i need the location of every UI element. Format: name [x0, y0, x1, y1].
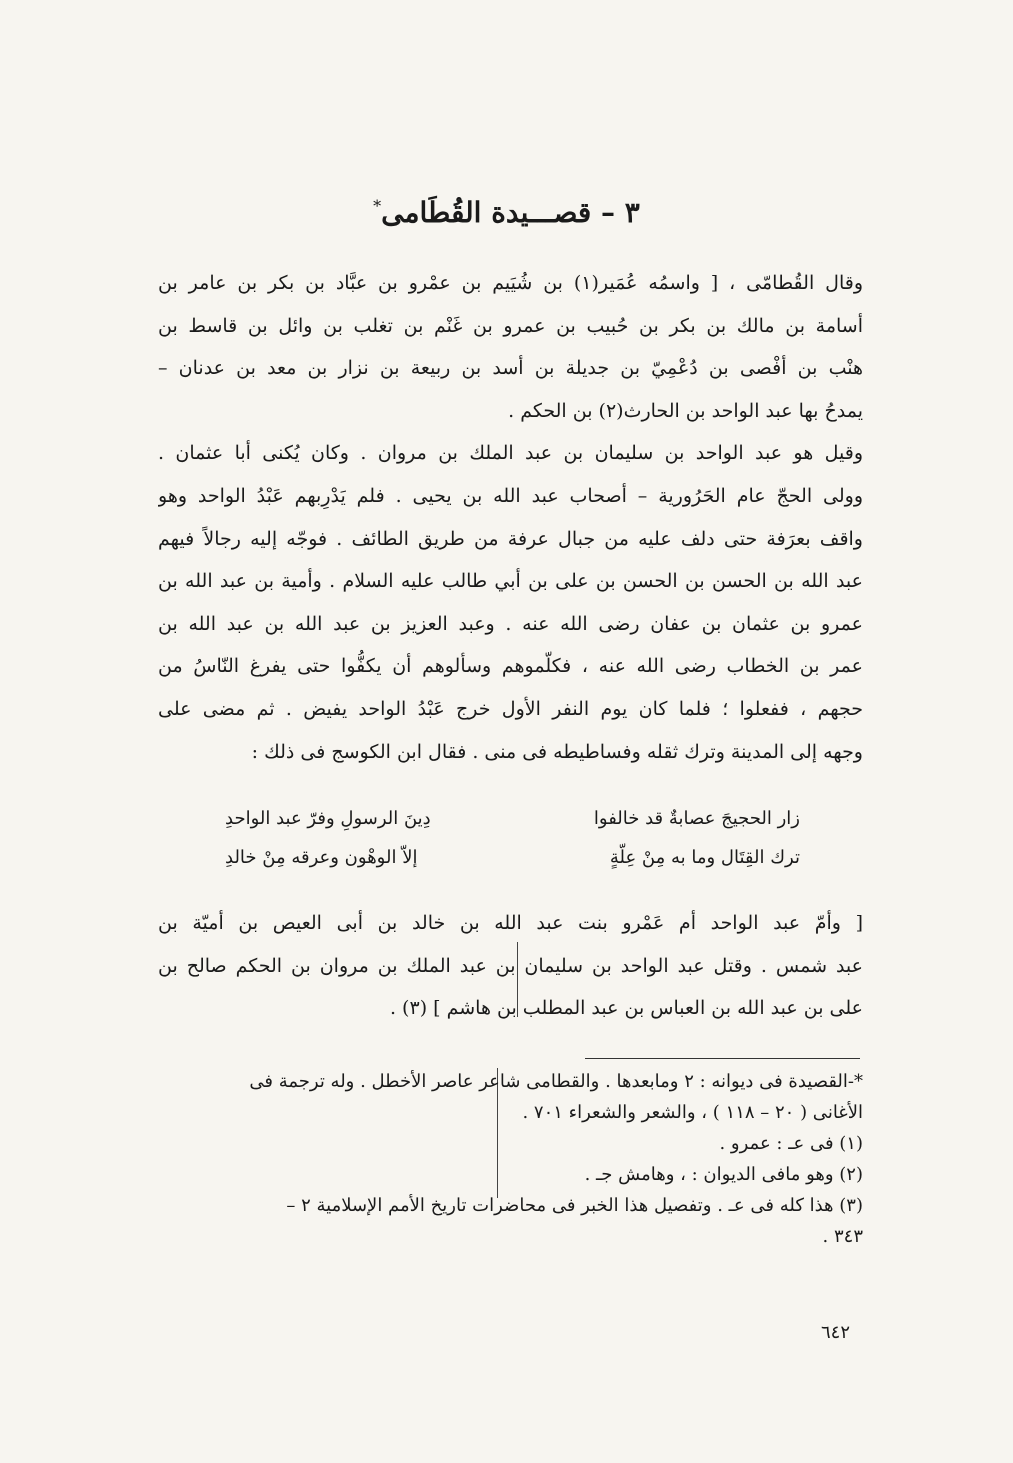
body-line: [ وأمّ عبد الواحد أم عَمْرو بنت عبد الله بن خالد بن أبى العيص بن أميّة بن: [158, 912, 863, 934]
body-line: وولى الحجّ عام الحَرُورية – أصحاب عبد الله بن يحيى . فلم يَدْرِبهم عَبْدُ الواحد وهو: [158, 484, 863, 507]
body-line: واقف بعرَفة حتى دلف عليه من جبال عرفة من طريق الطائف . فوجّه إليه رجالاً فيهم: [158, 527, 863, 550]
footnote-line: الأغانى ( ٢٠ – ١١٨ ) ، والشعر والشعراء ٧٠١ .: [522, 1102, 863, 1123]
title-text: ٣ – قصـــيدة القُطَامى: [381, 196, 640, 229]
body-line: عمرو بن عثمان بن عفان رضى الله عنه . وعبد العزيز بن عبد الله بن عبد الله بن: [158, 612, 863, 635]
page-title: [150, 196, 863, 229]
verse-line: [225, 847, 800, 868]
title-footnote-mark: *: [373, 196, 382, 216]
footnote-separator: [585, 1058, 860, 1059]
second-paragraph: [158, 902, 863, 1030]
body-line: وقال القُطامّى ، [ واسمُه عُمَير(١) بن شُيَيم بن عمْرو بن عبَّاد بن بكر بن عامر بن: [158, 272, 863, 294]
footnote-line: *-القصيدة فى ديوانه : ٢ ومابعدها . والقطامى شاعر عاصر الأخطل . وله ترجمة فى: [249, 1071, 863, 1092]
verse-hemistich-first: زار الحجيجَ عصابةٌ قد خالفوا: [593, 808, 800, 829]
body-line: أسامة بن مالك بن بكر بن حُبيب بن عمرو بن غَنْم بن تغلب بن وائل بن قاسط بن: [158, 314, 863, 337]
body-line: يمدحُ بها عبد الواحد بن الحارث(٢) بن الحكم .: [508, 399, 863, 422]
body-line: على بن عبد الله بن العباس بن عبد المطلب بن هاشم ] (٣) .: [389, 997, 863, 1020]
body-line: وجهه إلى المدينة وترك ثقله وفساطيطه فى منى . فقال ابن الكوسج فى ذلك :: [251, 740, 863, 763]
body-line: هنْب بن أفْصى بن دُعْمِيّ بن جديلة بن أسد بن ربيعة بن نزار بن معد بن عدنان –: [158, 357, 863, 380]
footnotes: [158, 1066, 863, 1252]
main-paragraphs: [158, 262, 863, 773]
body-line: عبد شمس . وقتل عبد الواحد بن سليمان بن عبد الملك بن مروان بن الحكم صالح بن: [158, 954, 863, 977]
footnote-line: ٣٤٣ .: [822, 1226, 863, 1247]
body-line: وقيل هو عبد الواحد بن سليمان بن عبد الملك بن مروان . وكان يُكنى أبا عثمان .: [158, 442, 863, 465]
footnote-line: (١) فى عـ : عمرو .: [719, 1133, 863, 1154]
body-line: عمر بن الخطاب رضى الله عنه ، فكلّموهم وسألوهم أن يكفُّوا حتى يفرغ النّاسُ من: [158, 655, 863, 678]
body-line: عبد الله بن الحسن بن الحسن بن على بن أبي طالب عليه السلام . وأمية بن عبد الله بن: [158, 570, 863, 593]
footnote-line: (٣) هذا كله فى عـ . وتفصيل هذا الخبر فى محاضرات تاريخ الأمم الإسلامية ٢ –: [286, 1195, 863, 1216]
verse-hemistich-second: دِينَ الرسولِ وفرّ عبد الواحدِ: [225, 808, 431, 829]
verse-hemistich-second: إلاّ الوهْون وعرقه مِنْ خالدِ: [225, 847, 418, 868]
margin-marker-line: [517, 942, 518, 1017]
page-number: ٦٤٢: [820, 1322, 850, 1343]
verse-line: [225, 808, 800, 829]
verse-hemistich-first: ترك القِتَال وما به مِنْ عِلّةٍ: [609, 847, 800, 868]
body-line: حجهم ، ففعلوا ؛ فلما كان يوم النفر الأول خرج عَبْدُ الواحد يفيض . ثم مضى على: [158, 697, 863, 720]
footnote-line: (٢) وهو مافى الديوان : ، وهامش جـ .: [584, 1164, 863, 1185]
